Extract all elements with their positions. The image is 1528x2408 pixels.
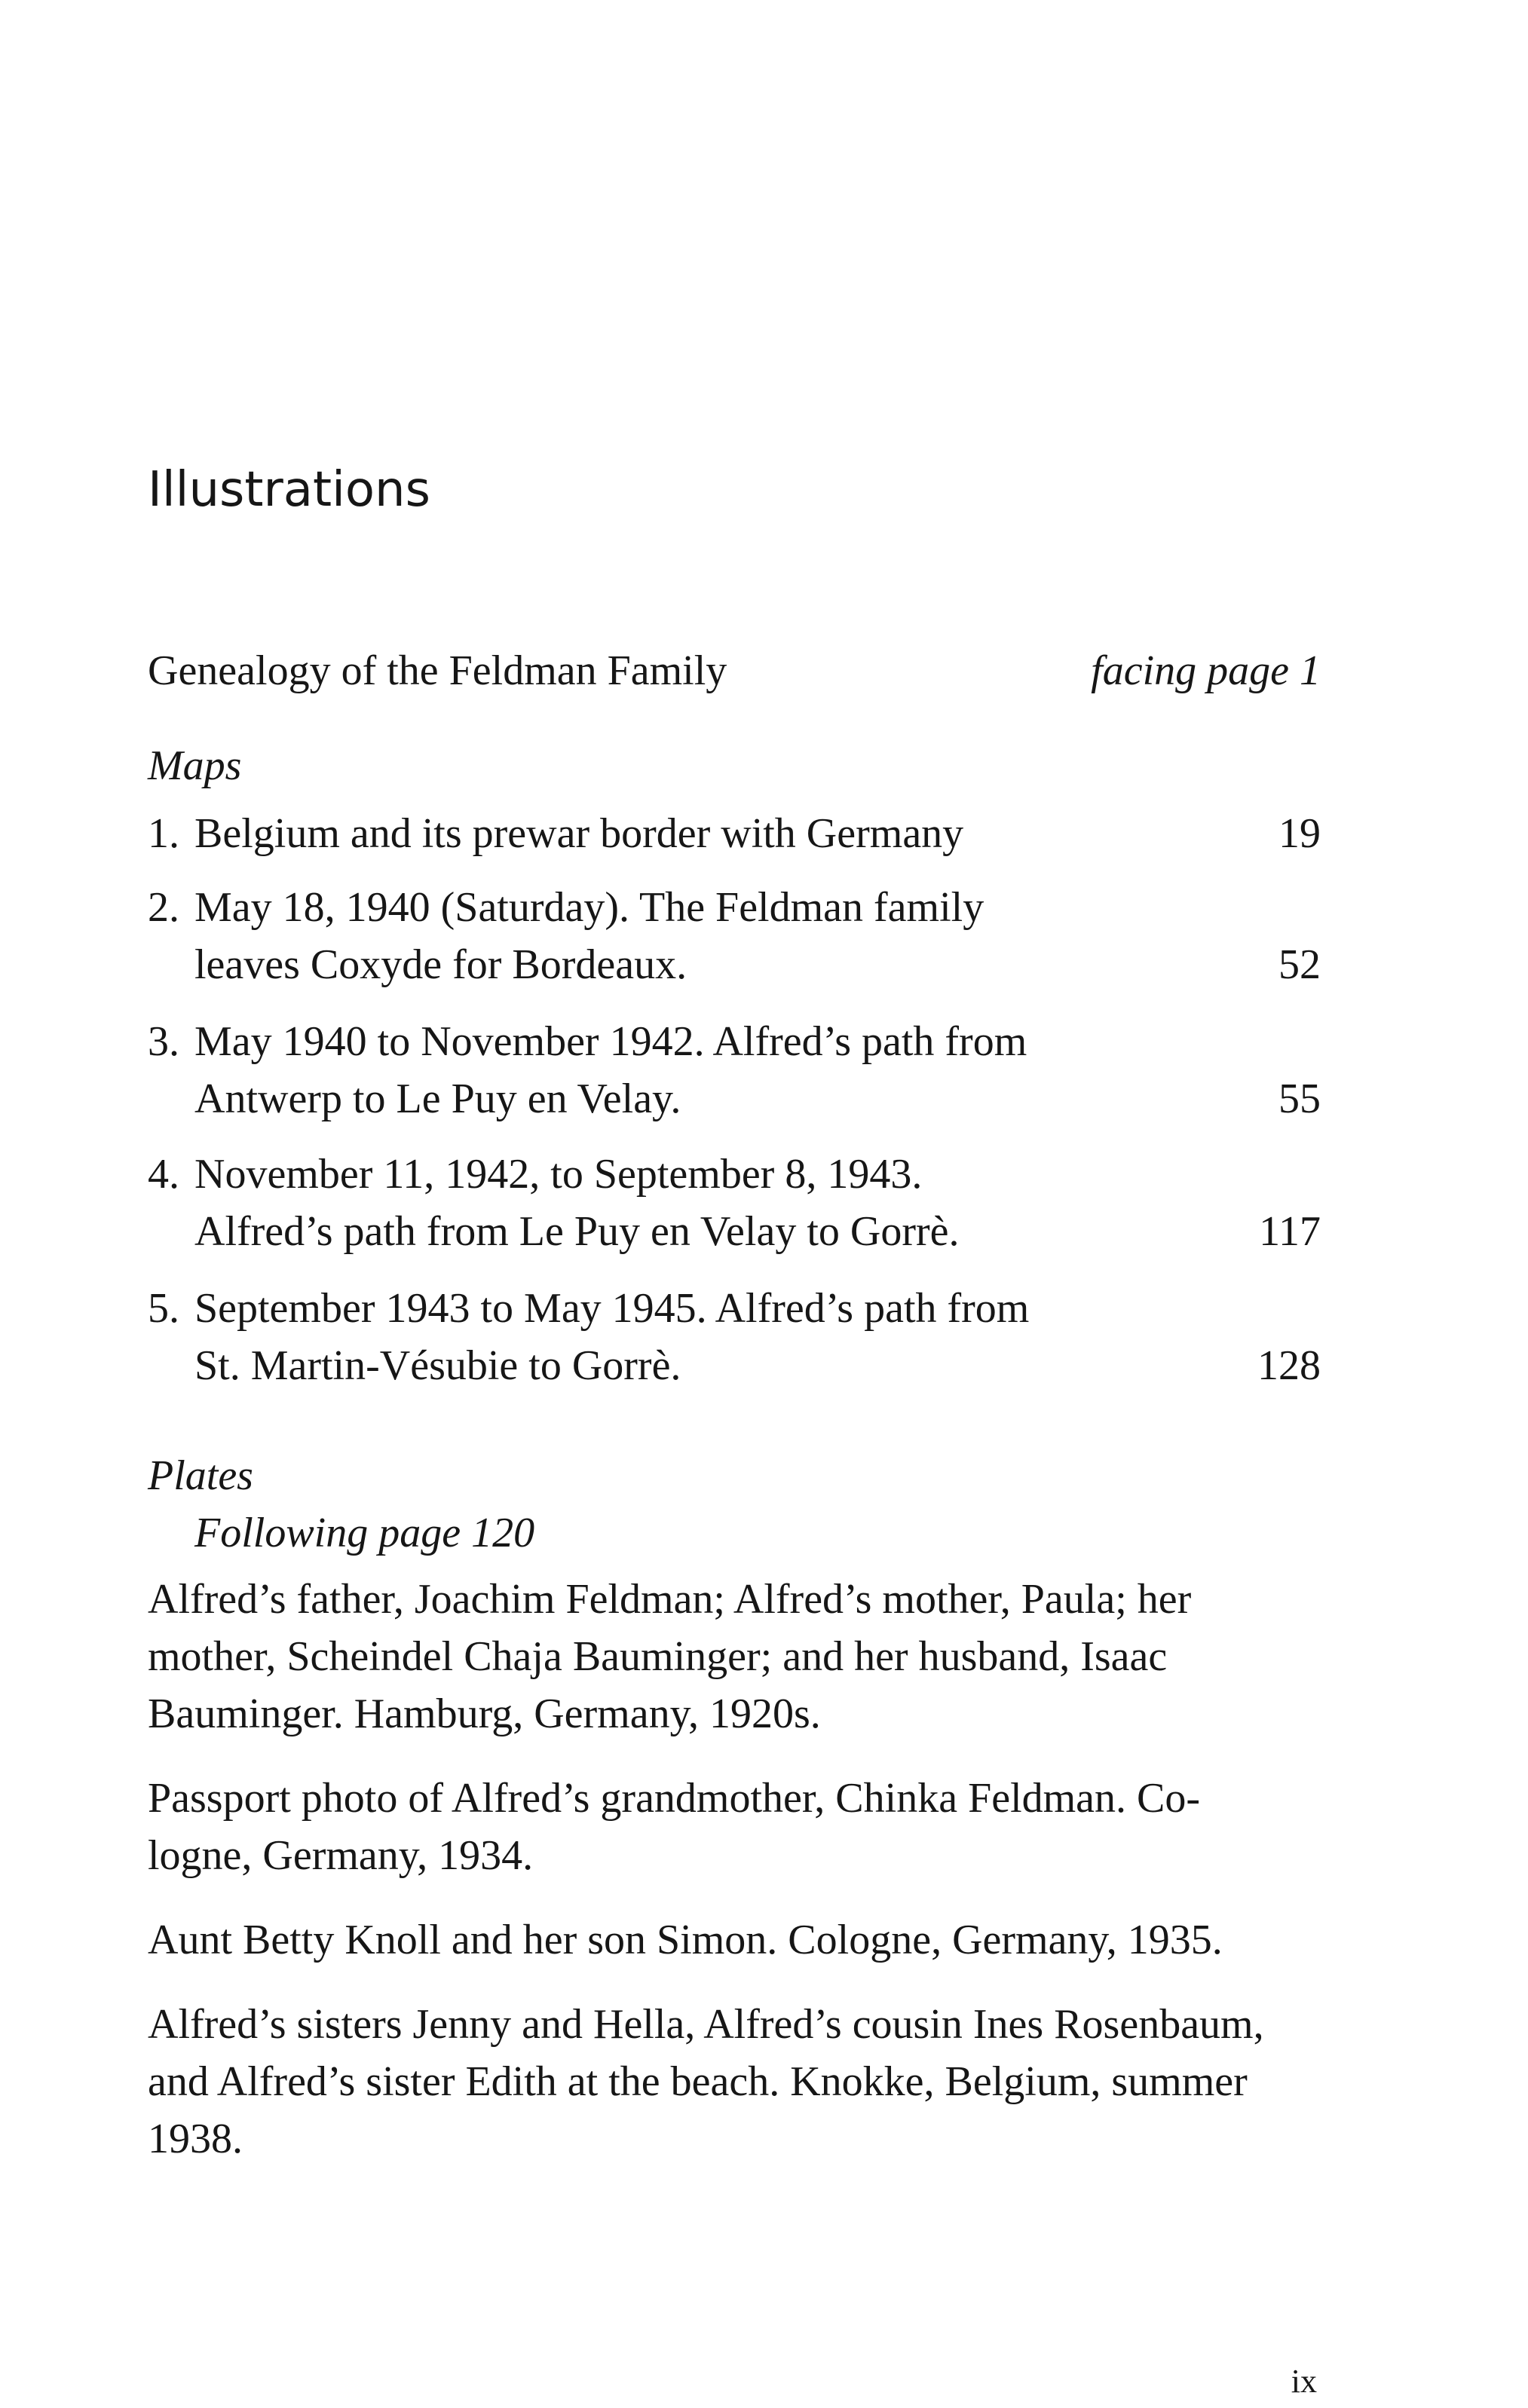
map-page: 55 (1278, 1075, 1321, 1122)
map-page: 128 (1257, 1342, 1321, 1389)
plate-caption-3 (148, 1911, 1324, 1969)
map-title-line: Antwerp to Le Puy en Velay. (194, 1075, 681, 1122)
plate-caption-2 (148, 1770, 1324, 1884)
map-number: 5. (148, 1285, 179, 1332)
plate-caption-line: logne, Germany, 1934. (148, 1832, 534, 1879)
map-title-line: leaves Coxyde for Bordeaux. (194, 941, 687, 988)
maps-label: Maps (148, 742, 242, 789)
map-number: 3. (148, 1018, 179, 1065)
map-title-line: Alfred’s path from Le Puy en Velay to Gorrè. (194, 1208, 960, 1255)
map-entry-1 (148, 805, 1321, 862)
map-title (194, 805, 1174, 862)
map-entry-2 (148, 879, 1321, 993)
plate-caption-line: mother, Scheindel Chaja Bauminger; and her husband, Isaac (148, 1633, 1168, 1680)
map-number: 1. (148, 810, 179, 857)
plates-sublabel: Following page 120 (194, 1510, 535, 1556)
map-title (194, 1146, 1174, 1260)
map-title-line: Belgium and its prewar border with Germany (194, 810, 964, 857)
plate-caption-line: Aunt Betty Knoll and her son Simon. Cologne, Germany, 1935. (148, 1917, 1223, 1963)
plate-caption-4 (148, 1996, 1324, 2168)
map-title (194, 1280, 1174, 1394)
map-title-line: September 1943 to May 1945. Alfred’s path from (194, 1285, 1030, 1332)
plates-label: Plates (148, 1452, 253, 1499)
map-title-line: November 11, 1942, to September 8, 1943. (194, 1151, 923, 1198)
map-page: 52 (1278, 941, 1321, 988)
genealogy-label: Genealogy of the Feldman Family (148, 647, 727, 694)
map-entry-5 (148, 1280, 1321, 1394)
map-entry-3 (148, 1013, 1321, 1128)
plate-caption-1 (148, 1571, 1324, 1743)
genealogy-entry (148, 642, 1321, 699)
map-title-line: St. Martin-Vésubie to Gorrè. (194, 1342, 681, 1389)
map-title (194, 1013, 1174, 1128)
map-number: 4. (148, 1151, 179, 1198)
page-number: ix (1291, 2363, 1317, 2400)
plate-caption-line: 1938. (148, 2116, 243, 2162)
map-page: 19 (1278, 810, 1321, 857)
map-number: 2. (148, 884, 179, 931)
map-entry-4 (148, 1146, 1321, 1260)
map-title (194, 879, 1174, 993)
plate-caption-line: Passport photo of Alfred’s grandmother, Chinka Feldman. Co- (148, 1775, 1201, 1822)
page-heading: Illustrations (148, 462, 430, 518)
plate-caption-line: and Alfred’s sister Edith at the beach. Knokke, Belgium, summer (148, 2058, 1248, 2105)
plate-caption-line: Alfred’s father, Joachim Feldman; Alfred’s mother, Paula; her (148, 1576, 1192, 1623)
map-page: 117 (1259, 1208, 1321, 1255)
map-title-line: May 18, 1940 (Saturday). The Feldman family (194, 884, 984, 931)
plate-caption-line: Bauminger. Hamburg, Germany, 1920s. (148, 1690, 821, 1737)
plate-caption-line: Alfred’s sisters Jenny and Hella, Alfred’s cousin Ines Rosenbaum, (148, 2001, 1264, 2048)
genealogy-page: facing page 1 (1091, 647, 1321, 694)
map-title-line: May 1940 to November 1942. Alfred’s path from (194, 1018, 1027, 1065)
